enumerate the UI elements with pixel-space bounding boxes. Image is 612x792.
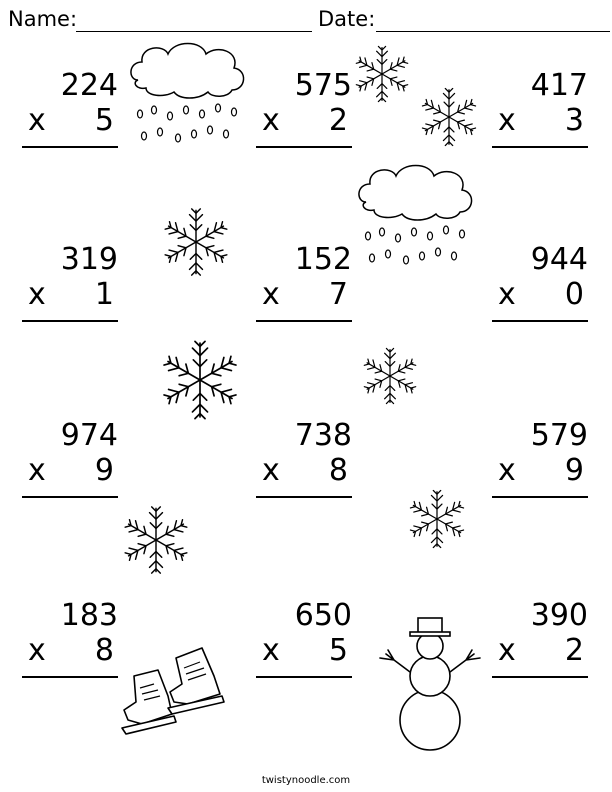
problem-12-top: 390 <box>530 598 588 633</box>
problem-3 <box>492 70 588 150</box>
problem-12 <box>492 600 588 680</box>
problem-11-top: 650 <box>294 598 352 633</box>
problem-6-op: x <box>498 277 516 312</box>
answer-line[interactable] <box>256 320 352 322</box>
answer-line[interactable] <box>256 146 352 148</box>
problem-2-op: x <box>262 103 280 138</box>
answer-line[interactable] <box>256 676 352 678</box>
answer-line[interactable] <box>256 496 352 498</box>
problem-6 <box>492 244 588 324</box>
answer-line[interactable] <box>492 676 588 678</box>
problem-11 <box>256 600 352 680</box>
snowflake-icon <box>418 86 480 148</box>
answer-line[interactable] <box>22 676 118 678</box>
problem-7-mult: 9 <box>94 453 114 488</box>
problem-8-op: x <box>262 453 280 488</box>
problem-9-mult: 9 <box>564 453 584 488</box>
problem-6-top: 944 <box>530 242 588 277</box>
date-label: Date: <box>318 7 376 31</box>
problem-9-op: x <box>498 453 516 488</box>
snowflake-icon <box>120 504 192 576</box>
problem-10-top: 183 <box>60 598 118 633</box>
problem-2 <box>256 70 352 150</box>
problem-8 <box>256 420 352 500</box>
snowflake-icon <box>352 44 412 104</box>
problem-1 <box>22 70 118 150</box>
answer-line[interactable] <box>492 146 588 148</box>
answer-line[interactable] <box>492 496 588 498</box>
problem-2-mult: 2 <box>328 103 348 138</box>
problem-6-mult: 0 <box>564 277 584 312</box>
answer-line[interactable] <box>492 320 588 322</box>
answer-line[interactable] <box>22 320 118 322</box>
problem-4-mult: 1 <box>94 277 114 312</box>
answer-line[interactable] <box>22 496 118 498</box>
problem-10-op: x <box>28 633 46 668</box>
problem-4 <box>22 244 118 324</box>
problem-7-op: x <box>28 453 46 488</box>
problem-5-top: 152 <box>294 242 352 277</box>
problem-10 <box>22 600 118 680</box>
cloud-icon <box>356 162 478 272</box>
snowflake-icon <box>160 206 232 278</box>
problem-8-mult: 8 <box>328 453 348 488</box>
problem-9 <box>492 420 588 500</box>
footer-site: twistynoodle.com <box>261 775 351 786</box>
problem-5 <box>256 244 352 324</box>
problem-1-top: 224 <box>60 68 118 103</box>
problem-11-op: x <box>262 633 280 668</box>
problem-11-mult: 5 <box>328 633 348 668</box>
problem-12-op: x <box>498 633 516 668</box>
snowman-icon <box>370 612 488 762</box>
name-label: Name: <box>8 7 78 31</box>
problem-3-op: x <box>498 103 516 138</box>
problem-3-top: 417 <box>530 68 588 103</box>
problem-5-mult: 7 <box>328 277 348 312</box>
problem-1-mult: 5 <box>94 103 114 138</box>
problem-2-top: 575 <box>294 68 352 103</box>
problem-7-top: 974 <box>60 418 118 453</box>
problem-3-mult: 3 <box>564 103 584 138</box>
date-field-line[interactable] <box>376 31 610 32</box>
cloud-icon <box>128 40 250 150</box>
problem-8-top: 738 <box>294 418 352 453</box>
snowflake-icon <box>406 488 468 550</box>
problem-7 <box>22 420 118 500</box>
name-field-line[interactable] <box>76 31 312 32</box>
snowflake-icon <box>158 338 242 422</box>
problem-12-mult: 2 <box>564 633 584 668</box>
snowflake-icon <box>360 346 420 406</box>
problem-9-top: 579 <box>530 418 588 453</box>
ice-skates-icon <box>114 636 244 746</box>
problem-1-op: x <box>28 103 46 138</box>
answer-line[interactable] <box>22 146 118 148</box>
problem-5-op: x <box>262 277 280 312</box>
problem-4-op: x <box>28 277 46 312</box>
problem-10-mult: 8 <box>94 633 114 668</box>
problem-4-top: 319 <box>60 242 118 277</box>
